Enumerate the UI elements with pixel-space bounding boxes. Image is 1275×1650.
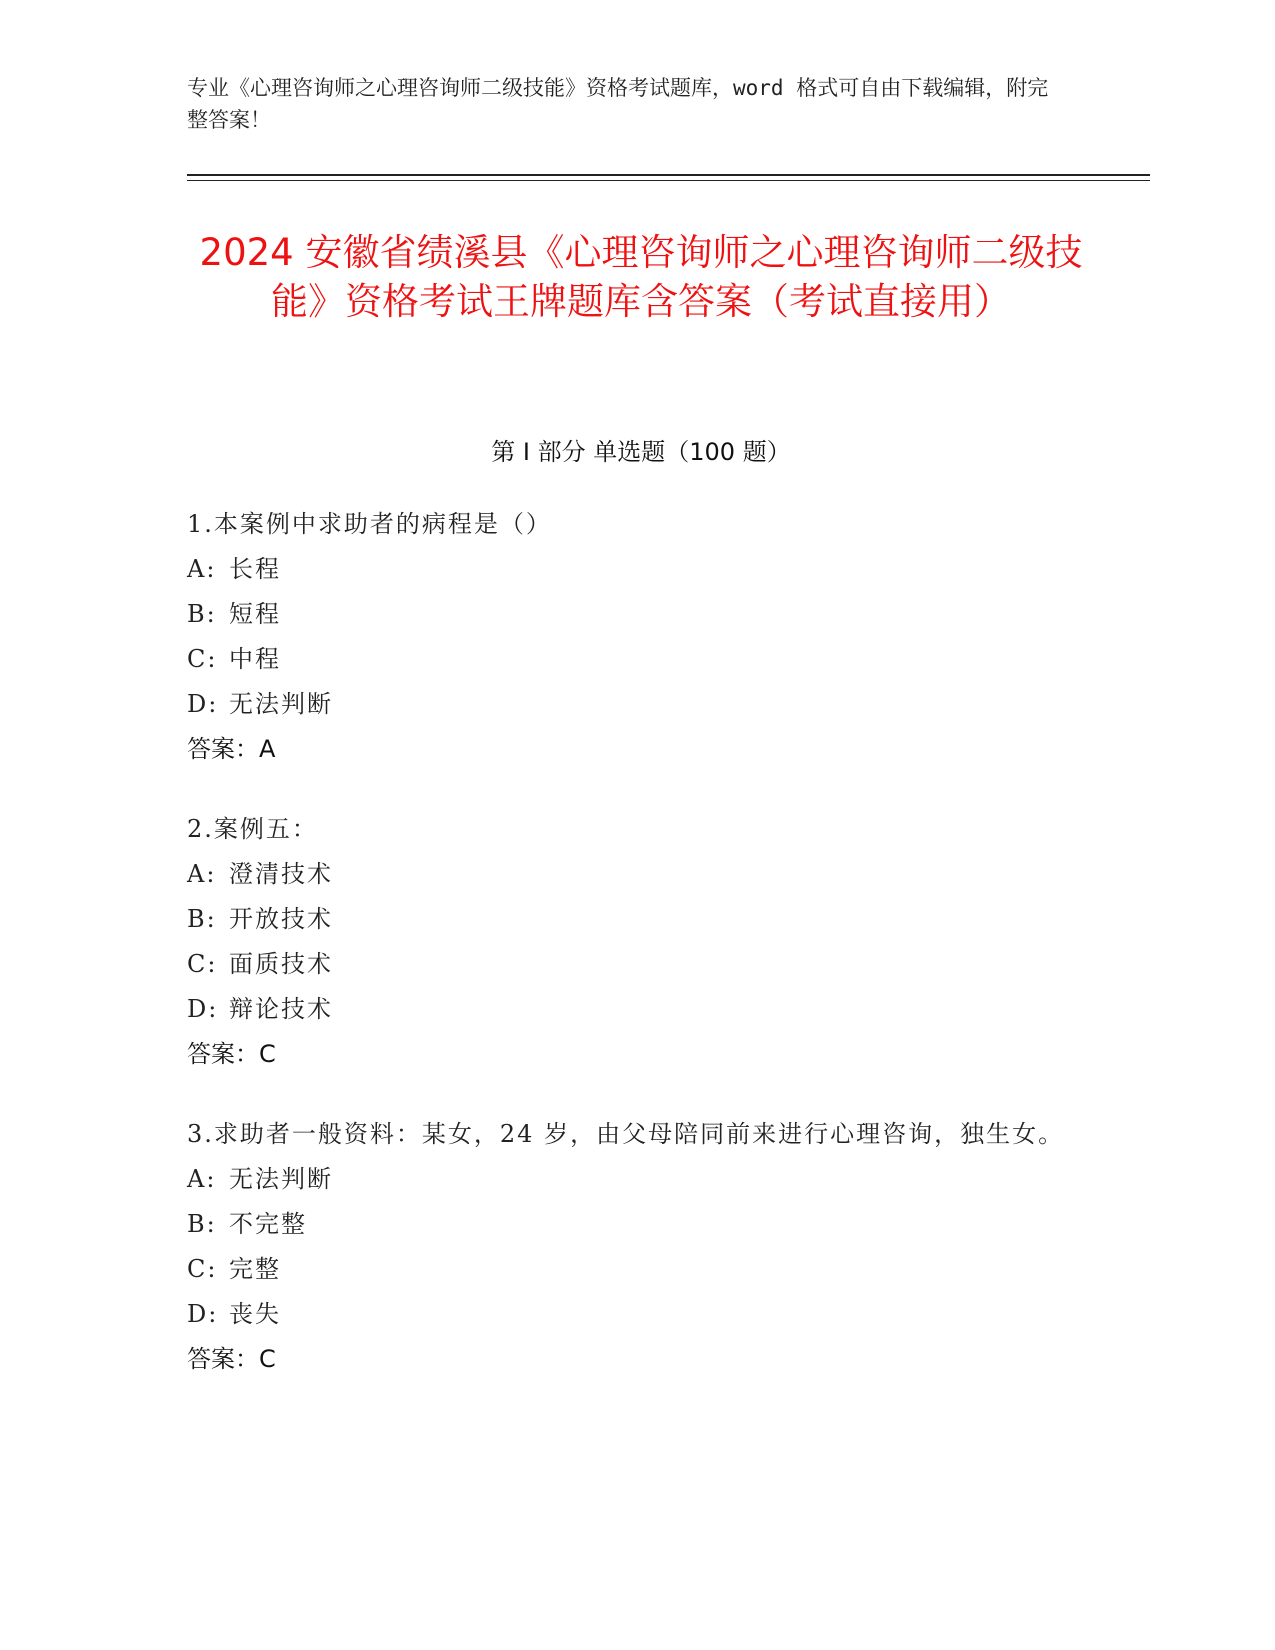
option-c [187, 942, 1067, 987]
answer-line [187, 1032, 1067, 1077]
option-letter: C: [187, 645, 218, 673]
header-rule-thick [187, 174, 1150, 176]
question-stem: 3.求助者一般资料：某女，24 岁，由父母陪同前来进行心理咨询，独生女。 [187, 1120, 1065, 1148]
option-letter: B: [187, 1210, 217, 1238]
option-a [187, 547, 1067, 592]
option-letter: C: [187, 950, 218, 978]
question-1 [187, 502, 1067, 772]
answer-label: 答案： [187, 735, 259, 763]
option-text: 无法判断 [229, 1165, 333, 1193]
option-d [187, 682, 1067, 727]
document-title: 2024 安徽省绩溪县《心理咨询师之心理咨询师二级技能》资格考试王牌题库含答案（考试直接用） [199, 231, 1083, 323]
option-c [187, 637, 1067, 682]
answer-value: C [259, 1345, 276, 1373]
option-text: 中程 [229, 645, 281, 673]
question-stem: 2.案例五： [187, 815, 318, 843]
option-text: 短程 [229, 600, 281, 628]
option-b [187, 897, 1067, 942]
option-letter: B: [187, 600, 217, 628]
option-text: 完整 [229, 1255, 281, 1283]
question-stem: 1.本案例中求助者的病程是（） [187, 510, 552, 538]
option-text: 辩论技术 [229, 995, 333, 1023]
option-text: 不完整 [229, 1210, 307, 1238]
option-b [187, 1202, 1067, 1247]
question-3 [187, 1112, 1067, 1382]
option-d [187, 1292, 1067, 1337]
section-heading: 第 I 部分 单选题（100 题） [491, 438, 791, 466]
option-letter: C: [187, 1255, 218, 1283]
option-text: 长程 [229, 555, 281, 583]
option-letter: D: [187, 1300, 219, 1328]
answer-value: C [259, 1040, 276, 1068]
option-a [187, 852, 1067, 897]
option-text: 开放技术 [229, 905, 333, 933]
answer-line [187, 727, 1067, 772]
answer-label: 答案： [187, 1345, 259, 1373]
option-text: 面质技术 [229, 950, 333, 978]
header-rule-thin [187, 180, 1150, 181]
option-text: 丧失 [229, 1300, 281, 1328]
option-letter: A: [187, 555, 217, 583]
option-a [187, 1157, 1067, 1202]
option-c [187, 1247, 1067, 1292]
option-letter: D: [187, 690, 219, 718]
option-letter: D: [187, 995, 219, 1023]
answer-line [187, 1337, 1067, 1382]
option-letter: A: [187, 1165, 217, 1193]
option-text: 澄清技术 [229, 860, 333, 888]
header-note: 专业《心理咨询师之心理咨询师二级技能》资格考试题库，word 格式可自由下载编辑，附完整答案！ [187, 76, 1049, 132]
option-b [187, 592, 1067, 637]
answer-value: A [259, 735, 276, 763]
option-d [187, 987, 1067, 1032]
option-letter: A: [187, 860, 217, 888]
option-letter: B: [187, 905, 217, 933]
answer-label: 答案： [187, 1040, 259, 1068]
option-text: 无法判断 [229, 690, 333, 718]
question-2 [187, 807, 1067, 1077]
